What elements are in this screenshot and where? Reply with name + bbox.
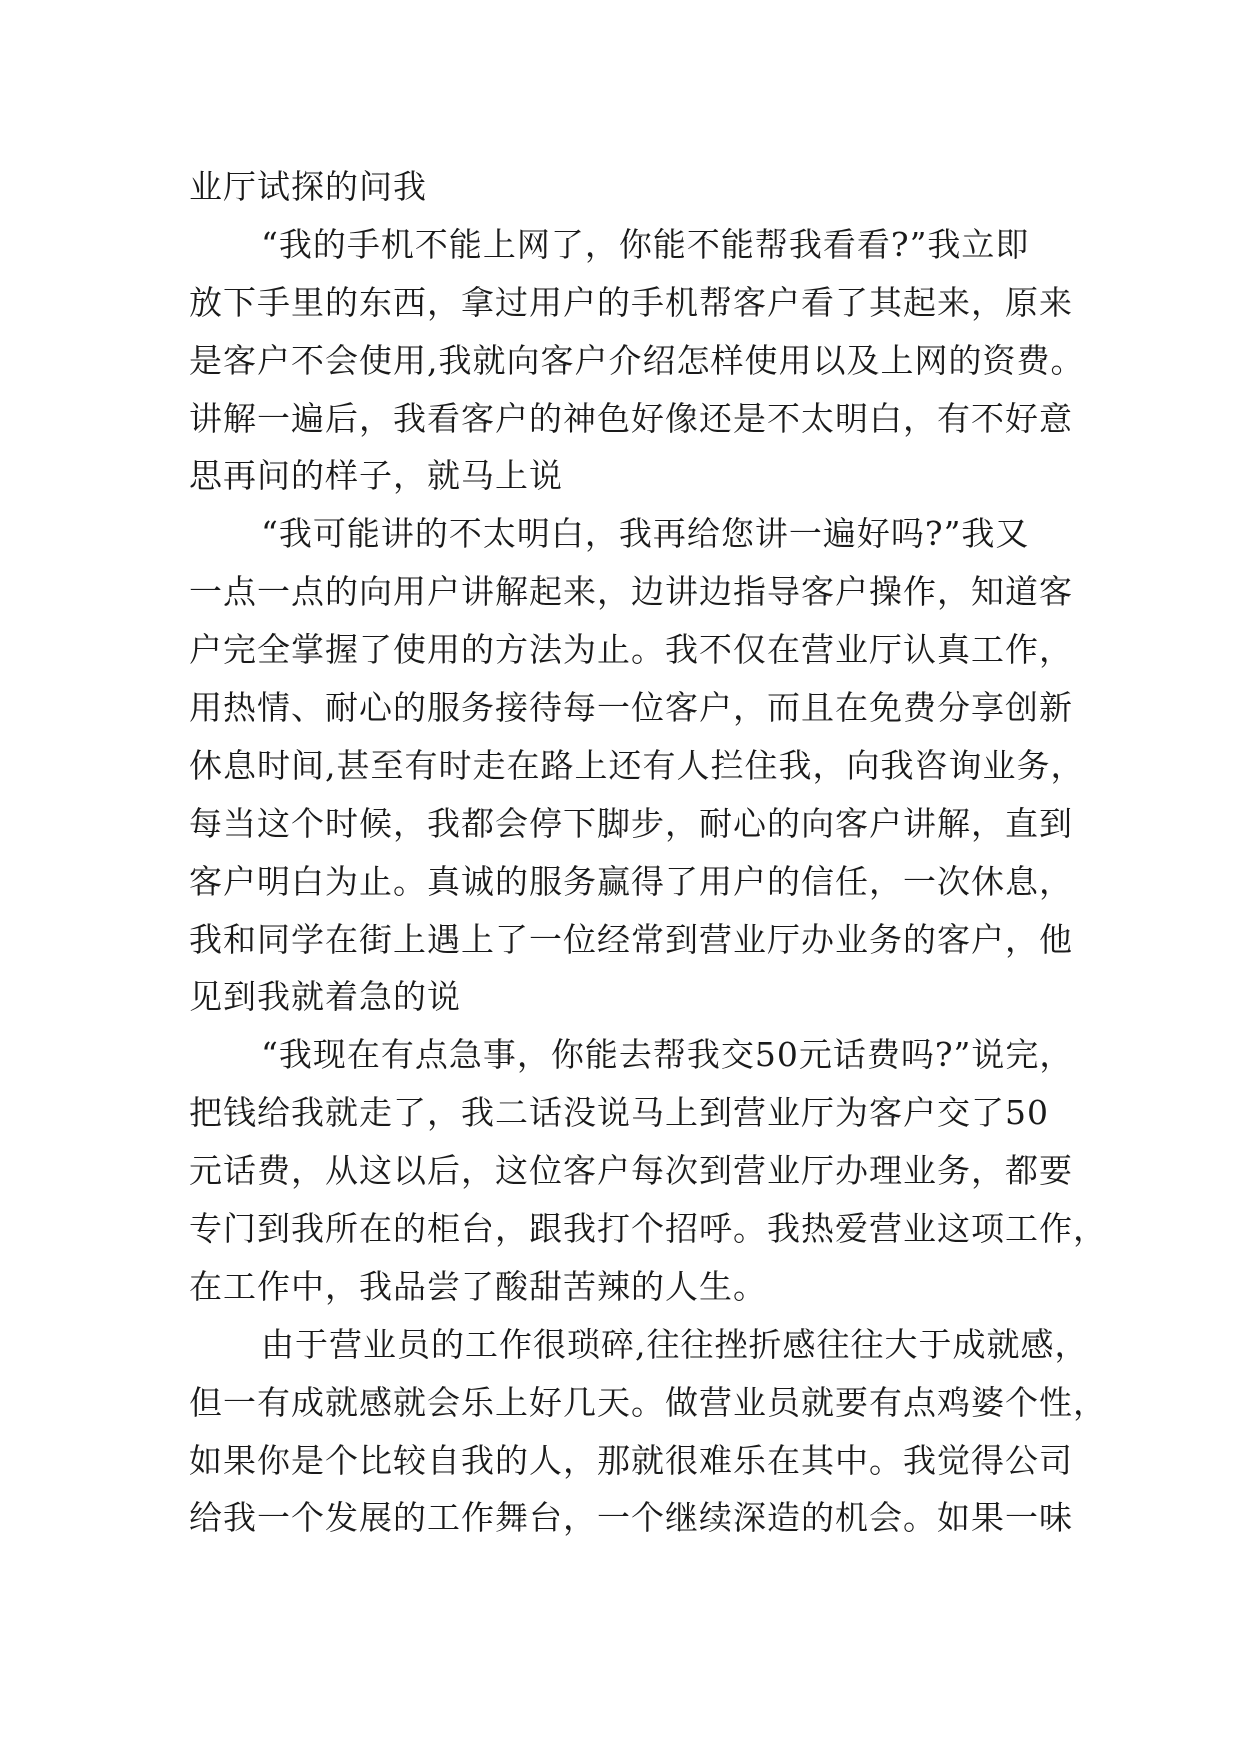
text-line: 在工作中，我品尝了酸甜苦辣的人生。 xyxy=(189,1266,767,1306)
text-line: 业厅试探的问我 xyxy=(189,167,427,206)
text-line: 用热情、耐心的服务接待每一位客户，而且在免费分享创新 xyxy=(189,688,1073,728)
text-line: 如果你是个比较自我的人，那就很难乐在其中。我觉得公司 xyxy=(189,1440,1073,1480)
text-line: 把钱给我就走了，我二话没说马上到营业厅为客户交了50 xyxy=(189,1093,1049,1133)
text-line: 休息时间,甚至有时走在路上还有人拦住我，向我咨询业务， xyxy=(189,745,1085,785)
text-line: 元话费，从这以后，这位客户每次到营业厅办理业务，都要 xyxy=(189,1151,1073,1191)
text-line: 是客户不会使用,我就向客户介绍怎样使用以及上网的资费。 xyxy=(189,340,1085,380)
text-line: 给我一个发展的工作舞台，一个继续深造的机会。如果一味 xyxy=(189,1498,1073,1538)
text-line: 放下手里的东西，拿过用户的手机帮客户看了其起来，原来 xyxy=(189,282,1073,322)
text-line: 户完全掌握了使用的方法为止。我不仅在营业厅认真工作， xyxy=(189,630,1073,670)
text-line: “我的手机不能上网了，你能不能帮我看看?”我立即 xyxy=(261,224,1030,264)
text-line: “我现在有点急事，你能去帮我交50元话费吗?”说完， xyxy=(261,1035,1074,1075)
text-line: “我可能讲的不太明白，我再给您讲一遍好吗?”我又 xyxy=(261,514,1030,554)
text-line: 思再问的样子，就马上说 xyxy=(189,456,563,496)
text-line: 一点一点的向用户讲解起来，边讲边指导客户操作，知道客 xyxy=(189,572,1073,612)
text-line: 我和同学在街上遇上了一位经常到营业厅办业务的客户，他 xyxy=(189,919,1073,959)
text-line: 每当这个时候，我都会停下脚步，耐心的向客户讲解，直到 xyxy=(189,803,1073,843)
text-line: 讲解一遍后，我看客户的神色好像还是不太明白，有不好意 xyxy=(189,398,1073,438)
body-text xyxy=(189,158,1107,1547)
text-line: 由于营业员的工作很琐碎,往往挫折感往往大于成就感， xyxy=(261,1324,1089,1364)
text-line: 但一有成就感就会乐上好几天。做营业员就要有点鸡婆个性， xyxy=(189,1382,1107,1422)
text-line: 见到我就着急的说 xyxy=(189,977,461,1017)
text-line: 客户明白为止。真诚的服务赢得了用户的信任，一次休息， xyxy=(189,861,1073,901)
text-line: 专门到我所在的柜台，跟我打个招呼。我热爱营业这项工作， xyxy=(189,1209,1107,1249)
